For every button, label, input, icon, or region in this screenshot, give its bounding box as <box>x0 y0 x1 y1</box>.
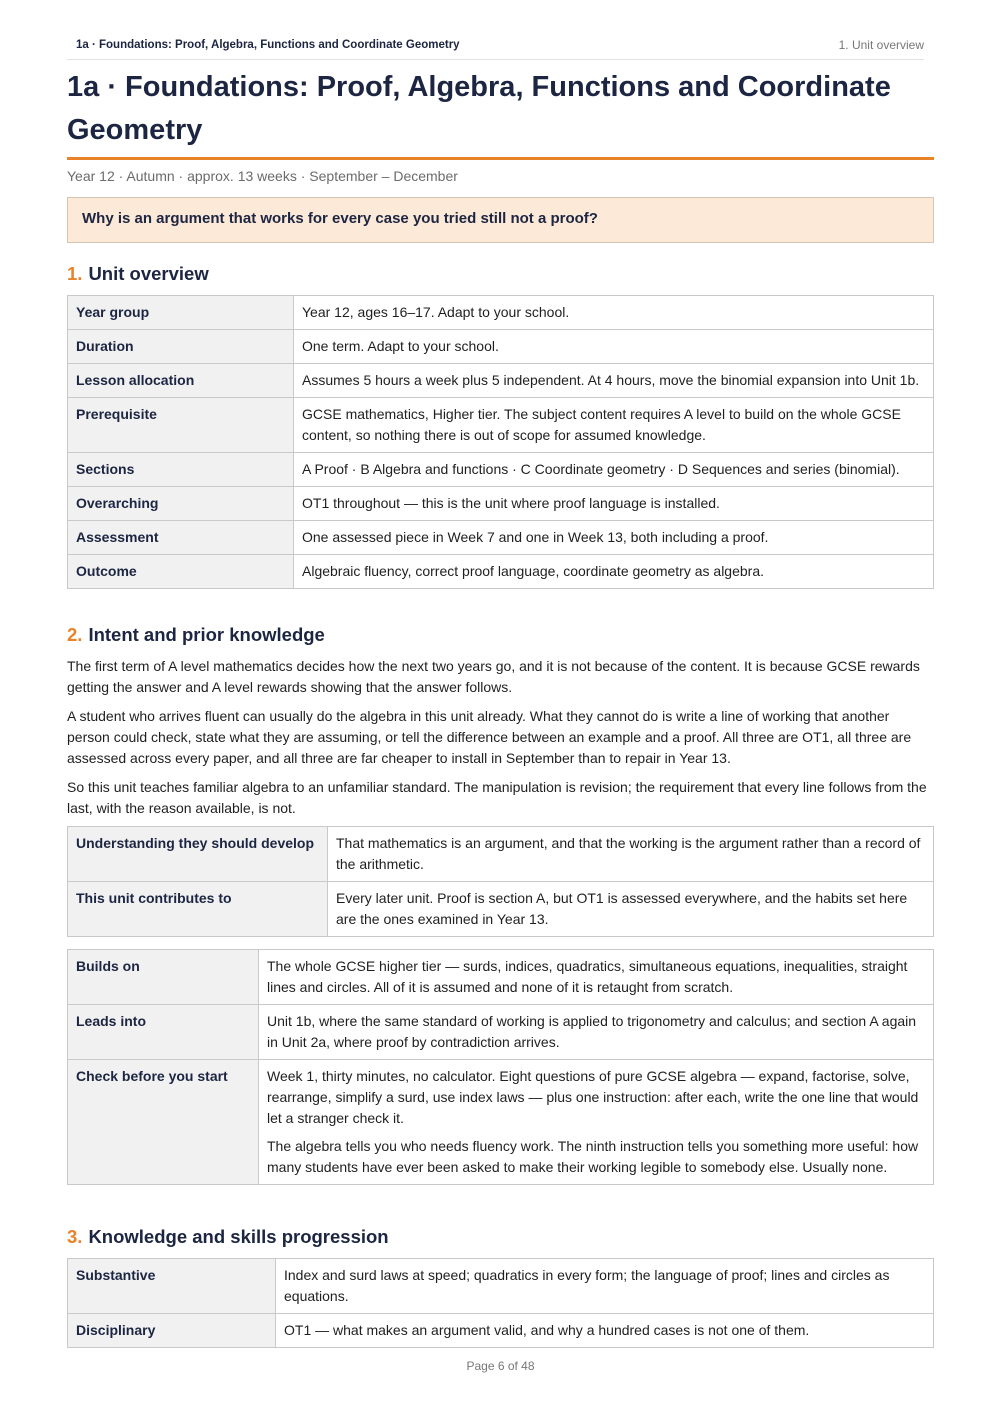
running-header-title: 1a · Foundations: Proof, Algebra, Functions and Coordinate Geometry <box>76 39 460 51</box>
section-heading-unit-overview <box>67 263 209 285</box>
table-row <box>68 827 934 882</box>
overview-table <box>67 295 934 589</box>
row-label: Outcome <box>68 555 294 589</box>
row-value: One term. Adapt to your school. <box>294 330 934 364</box>
row-value: Algebraic fluency, correct proof language, coordinate geometry as algebra. <box>294 555 934 589</box>
prior-knowledge-table <box>67 949 934 1185</box>
row-label: Year group <box>68 296 294 330</box>
table-row <box>68 1005 934 1060</box>
key-question: Why is an argument that works for every case you tried still not a proof? <box>82 210 598 227</box>
row-value-paragraph: Unit 1b, where the same standard of working is applied to trigonometry and calculus; and section A again in Unit 2a, where proof by contradiction arrives. <box>267 1013 917 1050</box>
row-label: Lesson allocation <box>68 364 294 398</box>
row-label: Substantive <box>68 1259 276 1314</box>
title-divider <box>67 157 934 160</box>
row-label: Understanding they should develop <box>68 827 328 882</box>
row-value: A Proof · B Algebra and functions · C Coordinate geometry · D Sequences and series (binomial). <box>294 453 934 487</box>
table-row <box>68 1314 934 1348</box>
row-value-paragraph: The algebra tells you who needs fluency work. The ninth instruction tells you something more useful: how many students have ever been asked to make their working legible to somebody else. Usually none. <box>267 1138 919 1175</box>
row-value: OT1 — what makes an argument valid, and why a hundred cases is not one of them. <box>276 1314 934 1348</box>
row-label: This unit contributes to <box>68 882 328 937</box>
table-row <box>68 453 934 487</box>
intent-paragraph: A student who arrives fluent can usually do the algebra in this unit already. What they cannot do is write a line of working that another person could check, state what they are assuming, or tell the difference between an example and a proof. All three are OT1, all three are assessed across every paper, and all three are far cheaper to install in September than to repair in Year 13. <box>67 708 912 766</box>
row-value-paragraph: Week 1, thirty minutes, no calculator. Eight questions of pure GCSE algebra — expand, factorise, solve, rearrange, simplify a surd, use index laws — plus one instruction: after each, write the one line that would let a stranger check it. <box>267 1068 919 1126</box>
row-value: OT1 throughout — this is the unit where proof language is installed. <box>294 487 934 521</box>
unit-meta: Year 12 · Autumn · approx. 13 weeks · September – December <box>67 168 458 184</box>
row-label: Leads into <box>68 1005 259 1060</box>
row-label: Check before you start <box>68 1060 259 1185</box>
row-label: Builds on <box>68 950 259 1005</box>
table-row <box>68 555 934 589</box>
intent-paragraph: So this unit teaches familiar algebra to an unfamiliar standard. The manipulation is revision; the requirement that every line follows from the last, with the reason available, is not. <box>67 779 927 816</box>
row-label: Prerequisite <box>68 398 294 453</box>
table-row <box>68 882 934 937</box>
row-value: Assumes 5 hours a week plus 5 independent. At 4 hours, move the binomial expansion into Unit 1b. <box>294 364 934 398</box>
row-label: Assessment <box>68 521 294 555</box>
section-heading-progression <box>67 1226 389 1248</box>
row-value: Every later unit. Proof is section A, but OT1 is assessed everywhere, and the habits set here are the ones examined in Year 13. <box>328 882 934 937</box>
row-value: Index and surd laws at speed; quadratics in every form; the language of proof; lines and circles as equations. <box>276 1259 934 1314</box>
section-title: Knowledge and skills progression <box>88 1226 389 1247</box>
table-row <box>68 296 934 330</box>
row-value <box>259 1060 934 1185</box>
row-label: Duration <box>68 330 294 364</box>
key-question-box <box>67 197 934 243</box>
progression-table <box>67 1258 934 1348</box>
table-row <box>68 364 934 398</box>
row-value: Year 12, ages 16–17. Adapt to your school. <box>294 296 934 330</box>
row-value-paragraph: The whole GCSE higher tier — surds, indices, quadratics, simultaneous equations, inequalities, straight lines and circles. All of it is assumed and none of it is retaught from scratch. <box>267 958 908 995</box>
section-number: 3. <box>67 1226 83 1247</box>
section-number: 2. <box>67 624 83 645</box>
row-label: Disciplinary <box>68 1314 276 1348</box>
running-header-section: 1. Unit overview <box>838 38 924 52</box>
intent-paragraph: The first term of A level mathematics decides how the next two years go, and it is not because of the content. It is because GCSE rewards getting the answer and A level rewards showing that the answer follows. <box>67 658 920 695</box>
row-value: GCSE mathematics, Higher tier. The subject content requires A level to build on the whole GCSE content, so nothing there is out of scope for assumed knowledge. <box>294 398 934 453</box>
table-row <box>68 398 934 453</box>
table-row <box>68 1060 934 1185</box>
table-row <box>68 487 934 521</box>
section-title: Unit overview <box>88 263 209 284</box>
page-title: 1a · Foundations: Proof, Algebra, Functions and Coordinate Geometry <box>67 71 891 146</box>
section-number: 1. <box>67 263 83 284</box>
table-row <box>68 330 934 364</box>
table-row <box>68 1259 934 1314</box>
section-title: Intent and prior knowledge <box>88 624 325 645</box>
row-value: One assessed piece in Week 7 and one in Week 13, both including a proof. <box>294 521 934 555</box>
table-row <box>68 521 934 555</box>
section-heading-intent <box>67 624 325 646</box>
row-value <box>259 950 934 1005</box>
row-value: That mathematics is an argument, and that the working is the argument rather than a record of the arithmetic. <box>328 827 934 882</box>
row-label: Sections <box>68 453 294 487</box>
intent-table <box>67 826 934 937</box>
running-header <box>67 37 924 60</box>
row-label: Overarching <box>68 487 294 521</box>
page-number: Page 6 of 48 <box>466 1359 535 1373</box>
table-row <box>68 950 934 1005</box>
row-value <box>259 1005 934 1060</box>
